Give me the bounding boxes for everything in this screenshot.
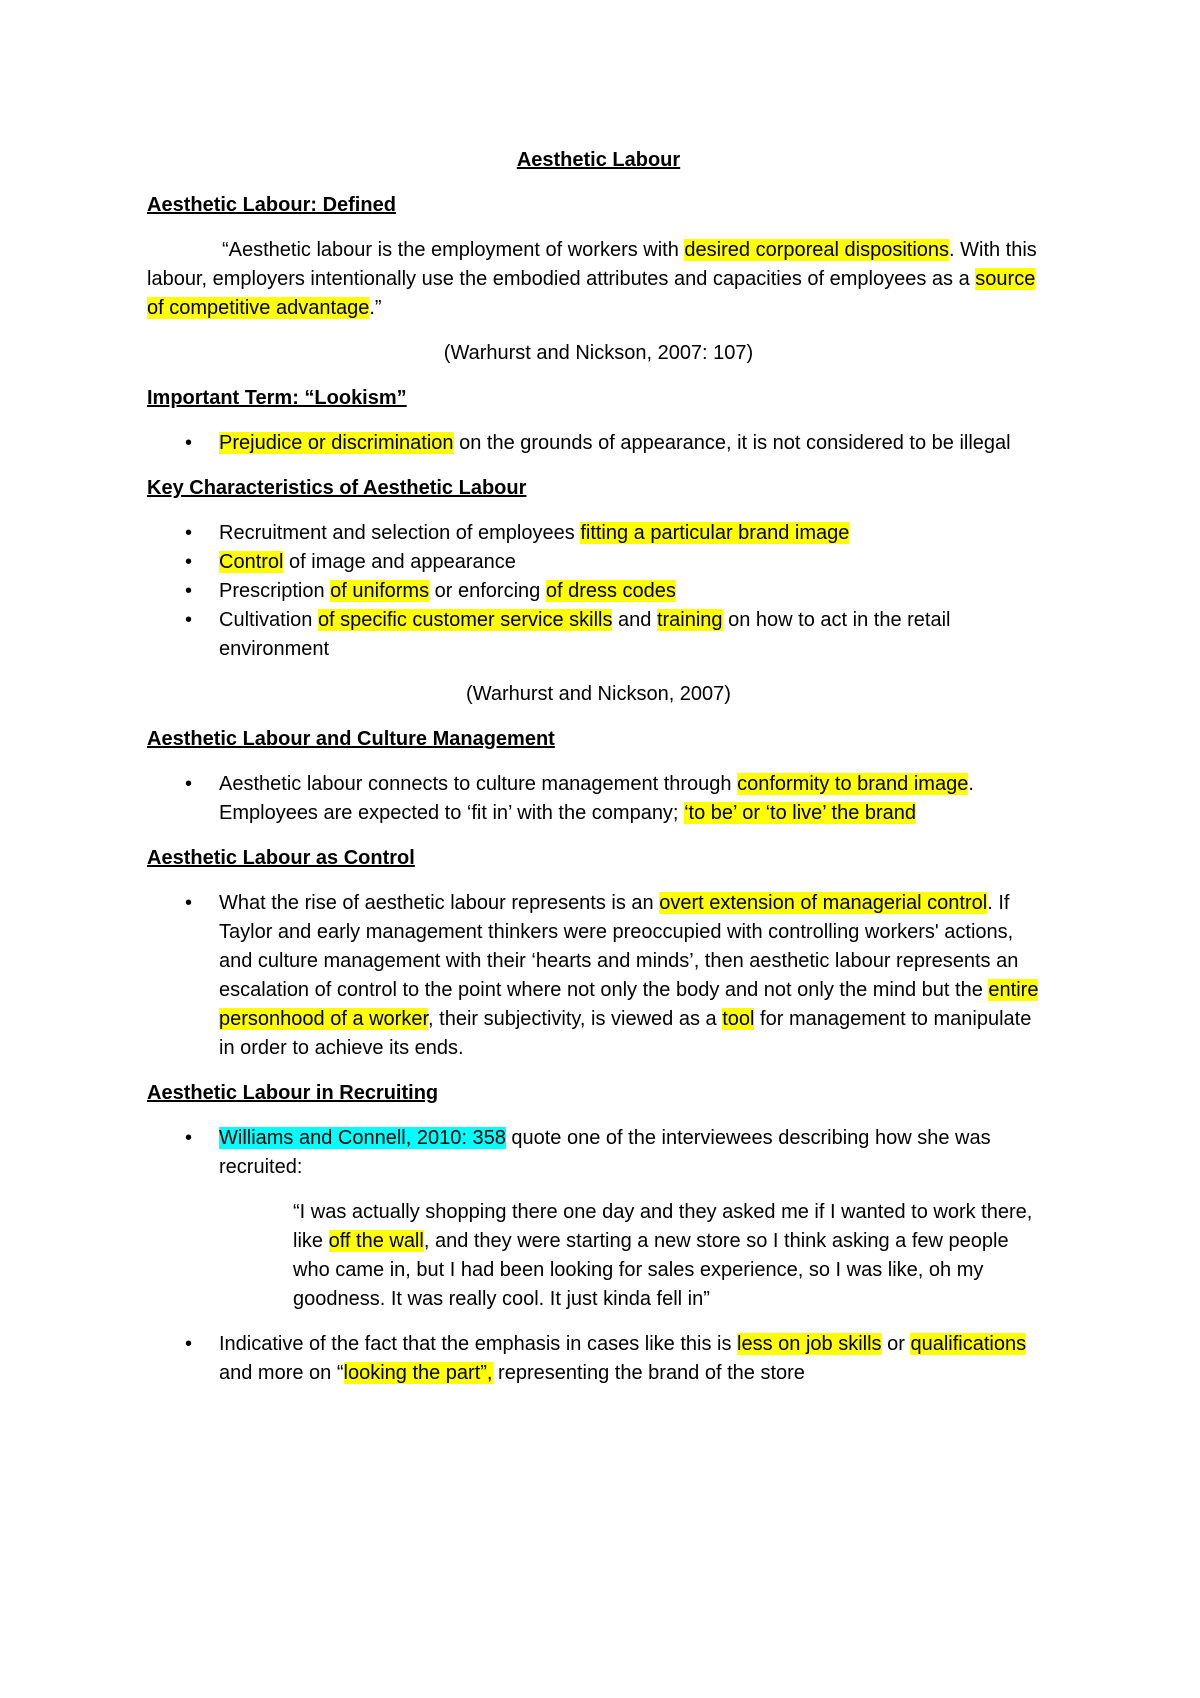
text-run: Prescription [219, 580, 331, 602]
text-run: . Employees are expected to ‘fit in’ with the company; [219, 773, 974, 824]
section-heading-culture: Aesthetic Labour and Culture Management [147, 728, 555, 750]
list-item [147, 577, 1050, 606]
highlight: Williams and Connell, 2010: 358 [219, 1127, 506, 1149]
bullet-list [147, 1330, 1050, 1388]
bullet-list [147, 519, 1050, 664]
list-item [147, 1330, 1050, 1388]
bullet-icon: • [185, 609, 193, 631]
text-run: , their subjectivity, is viewed as a [428, 1008, 723, 1030]
text-run: for management to manipulate in order to achieve its ends. [219, 1008, 1032, 1059]
citation: (Warhurst and Nickson, 2007) [466, 683, 731, 705]
text-run: “Aesthetic labour is the employment of workers with [222, 239, 685, 261]
text-run: Recruitment and selection of employees [219, 522, 581, 544]
highlight: looking the part”, [343, 1362, 493, 1384]
highlight: tool [722, 1008, 755, 1030]
list-item [147, 548, 1050, 577]
highlight: training [656, 609, 723, 631]
bullet-icon: • [185, 432, 193, 454]
highlight: fitting a particular brand image [580, 522, 850, 544]
highlight: Control [219, 551, 284, 573]
highlight: overt extension of managerial control [659, 892, 988, 914]
highlight: entire personhood of a worker [219, 979, 1039, 1030]
bullet-icon: • [185, 773, 193, 795]
section-heading-recruiting: Aesthetic Labour in Recruiting [147, 1082, 439, 1104]
text-run: and more on “ [219, 1362, 344, 1384]
text-run: on the grounds of appearance, it is not considered to be illegal [453, 432, 1011, 454]
list-item [147, 770, 1050, 828]
text-run: Aesthetic labour connects to culture management through [219, 773, 738, 795]
text-run: Cultivation [219, 609, 318, 631]
bullet-icon: • [185, 1333, 193, 1355]
bullet-list [147, 429, 1050, 458]
text-run: , and they were starting a new store so I think asking a few people who came in, but I had been looking for sales experience, so I was like, oh my goodness. It was really cool. It just kinda fell in” [293, 1230, 1009, 1310]
highlight: of uniforms [330, 580, 430, 602]
document-title: Aesthetic Labour [516, 149, 681, 171]
bullet-icon: • [185, 551, 193, 573]
text-run: Indicative of the fact that the emphasis in cases like this is [219, 1333, 738, 1355]
highlight: Prejudice or discrimination [219, 432, 454, 454]
text-run: and [612, 609, 657, 631]
bullet-list [147, 1124, 1050, 1182]
text-run: quote one of the interviewees describing how she was recruited: [219, 1127, 991, 1178]
definition-quote [147, 236, 1050, 323]
bullet-icon: • [185, 580, 193, 602]
text-run: of image and appearance [283, 551, 516, 573]
bullet-list [147, 889, 1050, 1063]
list-item [147, 889, 1050, 1063]
bullet-list [147, 770, 1050, 828]
highlight: ‘to be’ or ‘to live’ the brand [684, 802, 917, 824]
highlight: qualifications [910, 1333, 1027, 1355]
citation: (Warhurst and Nickson, 2007: 107) [443, 342, 754, 364]
section-heading-control: Aesthetic Labour as Control [147, 847, 415, 869]
section-heading-characteristics: Key Characteristics of Aesthetic Labour [147, 477, 527, 499]
text-run: or enforcing [429, 580, 546, 602]
list-item [147, 429, 1050, 458]
bullet-icon: • [185, 1127, 193, 1149]
text-run: . If Taylor and early management thinkers were preoccupied with controlling workers' actions, and culture management with their ‘hearts and minds’, then aesthetic labour represents an escalation of control to the point where not only the body and not only the mind but the [219, 892, 1019, 1001]
bullet-icon: • [185, 522, 193, 544]
highlight: less on job skills [737, 1333, 882, 1355]
text-run: .” [369, 297, 382, 319]
section-heading-defined: Aesthetic Labour: Defined [147, 194, 396, 216]
text-run: on how to act in the retail environment [219, 609, 951, 660]
text-run: representing the brand of the store [492, 1362, 805, 1384]
text-run: or [881, 1333, 911, 1355]
highlight: conformity to brand image [737, 773, 969, 795]
highlight: source of competitive advantage [147, 268, 1036, 319]
text-run: What the rise of aesthetic labour represents is an [219, 892, 660, 914]
highlight: desired corporeal dispositions [684, 239, 950, 261]
highlight: of specific customer service skills [317, 609, 613, 631]
text-run: “I was actually shopping there one day and they asked me if I wanted to work there, like [293, 1201, 1033, 1252]
bullet-icon: • [185, 892, 193, 914]
text-run: . With this labour, employers intentionally use the embodied attributes and capacities of employees as a [147, 239, 1037, 290]
list-item [147, 606, 1050, 664]
list-item [147, 1124, 1050, 1182]
section-heading-lookism: Important Term: “Lookism” [147, 387, 407, 409]
list-item [147, 519, 1050, 548]
highlight: off the wall [328, 1230, 424, 1252]
interview-quote [147, 1198, 1050, 1314]
highlight: of dress codes [545, 580, 676, 602]
